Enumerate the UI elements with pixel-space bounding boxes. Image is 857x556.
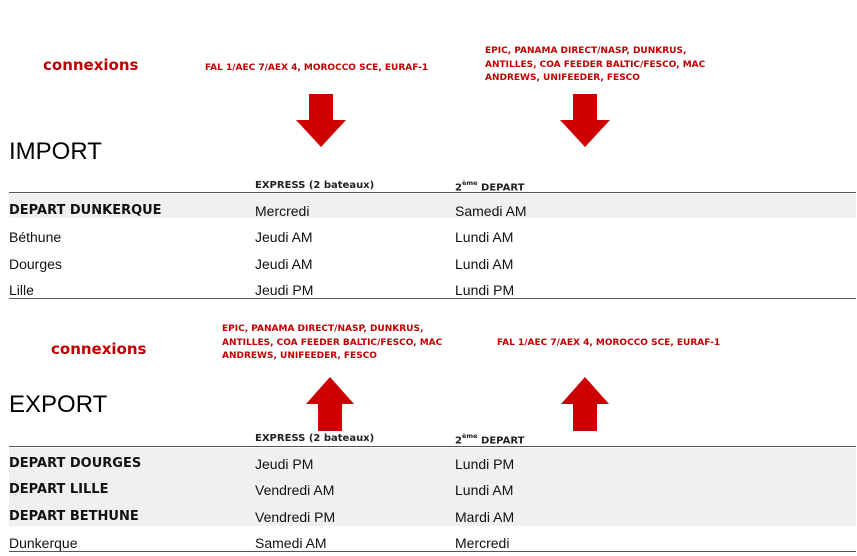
export-express-connections: EPIC, PANAMA DIRECT/NASP, DUNKRUS, ANTILLES, COA FEEDER BALTIC/FESCO, MAC ANDREWS, UNIFEEDER, FESCO (222, 324, 443, 361)
export-express-column-header: EXPRESS (2 bateaux) (255, 433, 375, 444)
export-row-place: DEPART LILLE (9, 482, 109, 497)
import-connexions-label: connexions (43, 56, 139, 74)
import-row-place: Dourges (9, 256, 62, 272)
import-row-place: DEPART DUNKERQUE (9, 203, 162, 218)
export-connexions-label: connexions (51, 340, 147, 358)
export-row-second: Lundi PM (455, 456, 515, 472)
export-express-up-arrow-icon (306, 377, 354, 431)
import-express-down-arrow-icon (296, 94, 346, 148)
export-row-place: DEPART DOURGES (9, 456, 142, 471)
import-second-connections: EPIC, PANAMA DIRECT/NASP, DUNKRUS, ANTILLES, COA FEEDER BALTIC/FESCO, MAC ANDREWS, UNIFEEDER, FESCO (485, 46, 706, 83)
import-row-second: Samedi AM (455, 203, 527, 219)
import-second-down-arrow-icon (560, 94, 610, 148)
import-row-second: Lundi AM (455, 256, 514, 272)
import-bottom-rule (9, 298, 856, 299)
export-row-place: Dunkerque (9, 535, 78, 551)
import-row-express: Mercredi (255, 203, 310, 219)
export-row-second: Mardi AM (455, 509, 515, 525)
export-row-express: Vendredi AM (255, 482, 335, 498)
export-row-second: Lundi AM (455, 482, 514, 498)
export-title: EXPORT (9, 391, 108, 418)
export-header-rule (9, 446, 856, 447)
export-row-express: Jeudi PM (255, 456, 314, 472)
import-express-connections: FAL 1/AEC 7/AEX 4, MOROCCO SCE, EURAF-1 (205, 63, 429, 73)
export-row-place: DEPART BETHUNE (9, 509, 139, 524)
import-title: IMPORT (9, 138, 102, 165)
export-row-express: Samedi AM (255, 535, 327, 551)
export-second-column-header: 2ème DEPART (455, 432, 525, 447)
export-row-express: Vendredi PM (255, 509, 336, 525)
import-row-express: Jeudi AM (255, 256, 313, 272)
import-row-express: Jeudi AM (255, 229, 313, 245)
export-second-up-arrow-icon (561, 377, 609, 431)
export-row-second: Mercredi (455, 535, 510, 551)
import-header-rule (9, 192, 856, 193)
import-express-column-header: EXPRESS (2 bateaux) (255, 180, 375, 191)
import-row-place: Lille (9, 282, 34, 298)
export-bottom-rule (9, 551, 856, 552)
import-row-second: Lundi PM (455, 282, 515, 298)
import-second-column-header: 2ème DEPART (455, 179, 525, 194)
import-row-express: Jeudi PM (255, 282, 314, 298)
import-row-place: Béthune (9, 229, 62, 245)
import-row-second: Lundi AM (455, 229, 514, 245)
export-second-connections: FAL 1/AEC 7/AEX 4, MOROCCO SCE, EURAF-1 (497, 338, 721, 348)
